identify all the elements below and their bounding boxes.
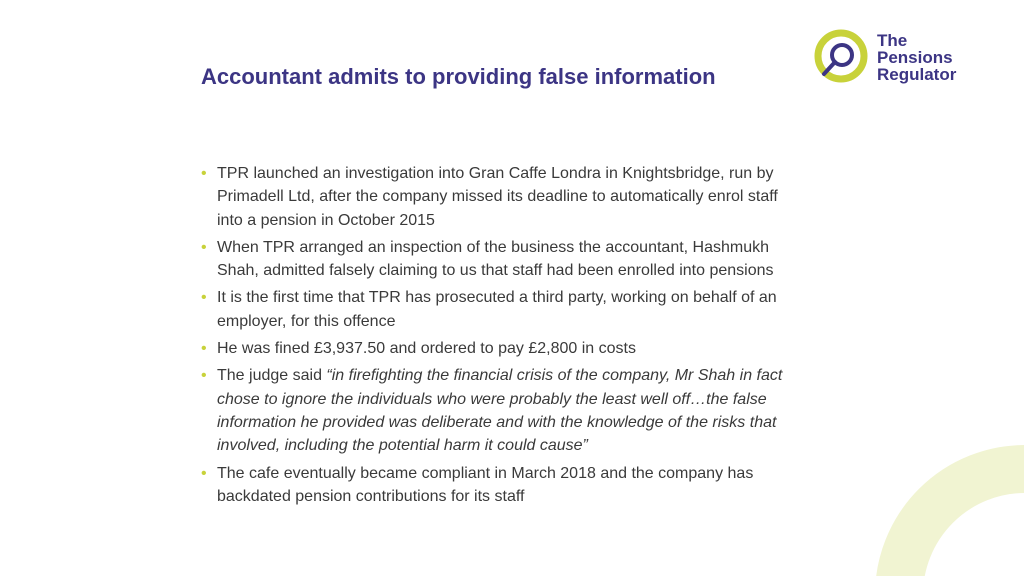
bullet-item	[201, 286, 801, 333]
bullet-item	[201, 364, 801, 457]
magnifier-icon	[811, 28, 871, 88]
bullet-text: He was fined £3,937.50 and ordered to pay £2,800 in costs	[217, 340, 636, 358]
bullet-text: TPR launched an investigation into Gran Caffe Londra in Knightsbridge, run by Primadell Ltd, after the company missed its deadline to automatically enrol staff into a pension in October 2015	[217, 165, 778, 229]
bullet-text: The cafe eventually became compliant in March 2018 and the company has backdated pension contributions for its staff	[217, 464, 754, 505]
logo-line-3: Regulator	[877, 65, 957, 84]
slide-title: Accountant admits to providing false information	[201, 64, 716, 89]
logo-line-2: Pensions	[877, 48, 953, 67]
judge-quote: “in firefighting the financial crisis of the company, Mr Shah in fact chose to ignore the individuals who were probably the least well off…the false information he provided was deliberate and with the knowledge of the risks that involved, including the potential harm it could cause”	[217, 367, 783, 455]
bullet-text: It is the first time that TPR has prosecuted a third party, working on behalf of an employer, for this offence	[217, 289, 777, 330]
bullet-text: The judge said	[217, 367, 327, 385]
bullet-list	[201, 162, 801, 512]
logo-line-1: The	[877, 31, 908, 50]
decorative-arc	[875, 445, 1024, 576]
bullet-item	[201, 236, 801, 283]
bullet-item	[201, 162, 801, 232]
bullet-item	[201, 337, 801, 360]
logo-wordmark	[877, 32, 956, 83]
bullet-item	[201, 462, 801, 509]
pensions-regulator-logo	[811, 28, 1011, 90]
bullet-text: When TPR arranged an inspection of the business the accountant, Hashmukh Shah, admitted falsely claiming to us that staff had been enrolled into pensions	[217, 238, 774, 280]
